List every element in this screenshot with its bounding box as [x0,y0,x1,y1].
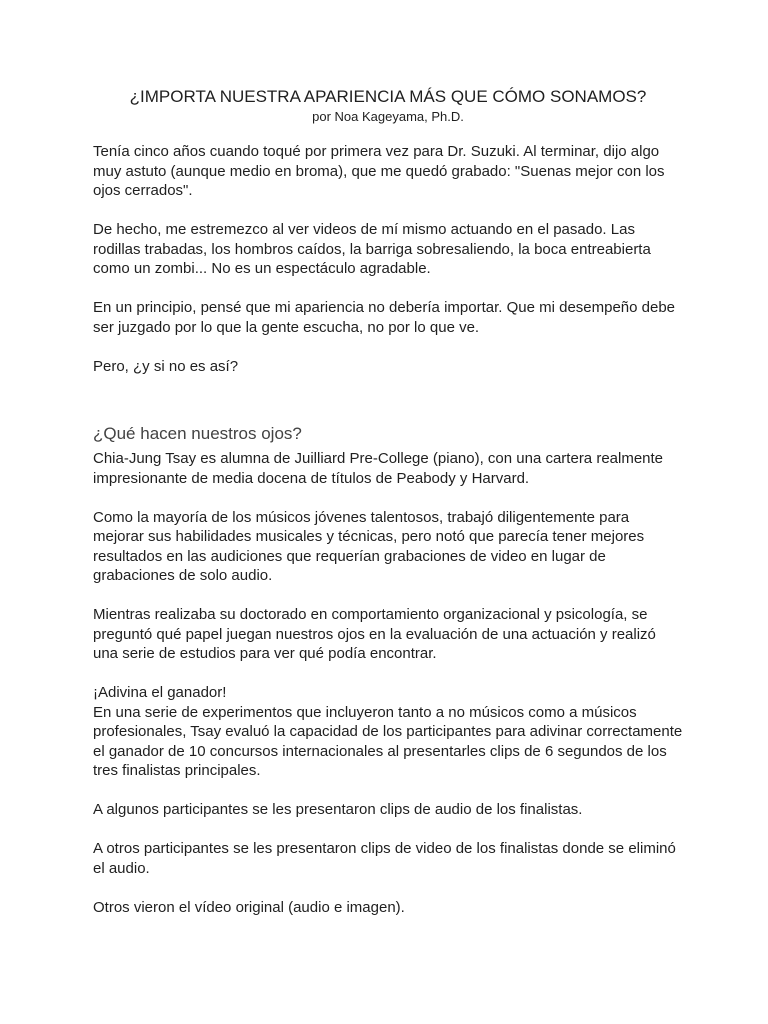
document-author: por Noa Kageyama, Ph.D. [312,109,464,124]
section-paragraph-6: A algunos participantes se les presentaron clips de audio de los finalistas. [93,801,583,818]
section-paragraph-8: Otros vieron el vídeo original (audio e imagen). [93,898,405,916]
section-paragraph-3: Mientras realizaba su doctorado en comportamiento organizacional y psicología, se preguntó qué papel juegan nuestros ojos en la evaluación de una actuación y realizó una serie de estudios para ver qué podía encontrar. [93,606,656,662]
intro-paragraph-4: Pero, ¿y si no es así? [93,357,239,375]
intro-paragraph-3: En un principio, pensé que mi apariencia no debería importar. Que mi desempeño debe ser juzgado por lo que la gente escucha, no por lo que ve. [93,299,676,336]
document-title: ¿IMPORTA NUESTRA APARIENCIA MÁS QUE CÓMO SONAMOS? [129,87,647,106]
section-paragraph-7: A otros participantes se les presentaron clips de video de los finalistas donde se eliminó el audio. [93,840,676,877]
intro-paragraph-2: De hecho, me estremezco al ver videos de mí mismo actuando en el pasado. Las rodillas trabadas, los hombros caídos, la barriga sobresaliendo, la boca entreabierta como un zombi... No es un espectáculo agradable. [93,221,651,277]
section-paragraph-5: En una serie de experimentos que incluyeron tanto a no músicos como a músicos profesionales, Tsay evaluó la capacidad de los participantes para adivinar correctamente el ganador de 10 concursos internacionales al presentarles clips de 6 segundos de los tres finalistas principales. [93,703,683,779]
section-paragraph-2: Como la mayoría de los músicos jóvenes talentosos, trabajó diligentemente para mejorar sus habilidades musicales y técnicas, pero notó que parecía tener mejores resultados en las audiciones que requerían grabaciones de video en lugar de grabaciones de solo audio. [93,508,645,584]
subheading-guess-winner: ¡Adivina el ganador! [93,684,227,701]
section-paragraph-1: Chia-Jung Tsay es alumna de Juilliard Pre-College (piano), con una cartera realmente impresionante de media docena de títulos de Peabody y Harvard. [93,450,664,487]
intro-paragraph-1: Tenía cinco años cuando toqué por primera vez para Dr. Suzuki. Al terminar, dijo algo muy astuto (aunque medio en broma), que me quedó grabado: "Suenas mejor con los ojos cerrados". [93,143,665,199]
document-page [93,86,683,937]
section-heading: ¿Qué hacen nuestros ojos? [93,424,302,443]
